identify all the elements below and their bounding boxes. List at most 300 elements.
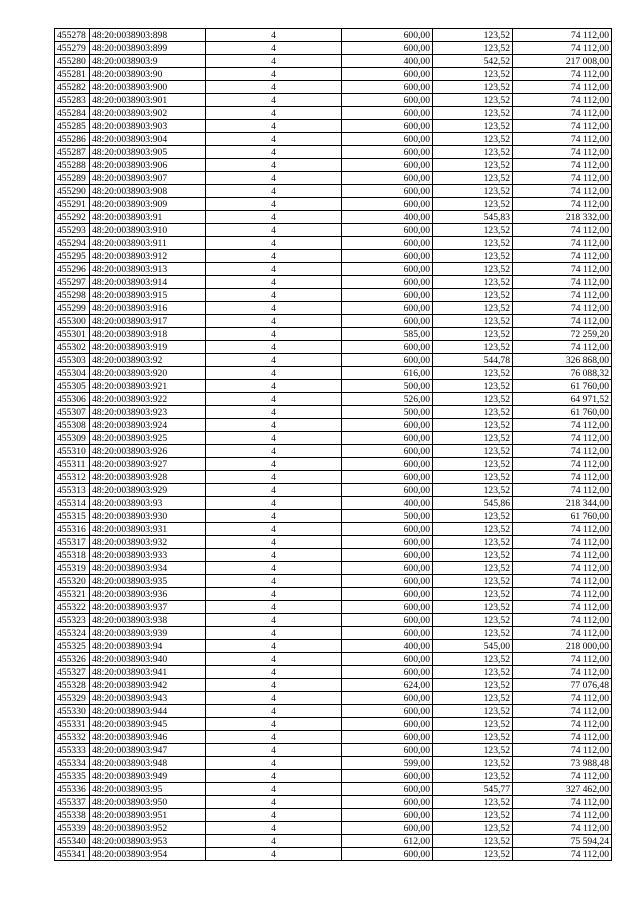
cadastral-number-cell: 48:20:0038903:950 xyxy=(90,796,206,809)
category-cell: 4 xyxy=(206,302,342,315)
area-cell: 600,00 xyxy=(342,523,433,536)
cadastral-value-cell: 74 112,00 xyxy=(513,133,612,146)
category-cell: 4 xyxy=(206,146,342,159)
row-number-cell: 455330 xyxy=(55,705,90,718)
row-number-cell: 455338 xyxy=(55,809,90,822)
area-cell: 600,00 xyxy=(342,770,433,783)
cadastral-value-cell: 75 594,24 xyxy=(513,835,612,848)
cadastral-number-cell: 48:20:0038903:899 xyxy=(90,42,206,55)
area-cell: 600,00 xyxy=(342,471,433,484)
cadastral-number-cell: 48:20:0038903:930 xyxy=(90,510,206,523)
area-cell: 585,00 xyxy=(342,328,433,341)
area-cell: 600,00 xyxy=(342,302,433,315)
unit-value-cell: 123,52 xyxy=(433,848,513,861)
category-cell: 4 xyxy=(206,354,342,367)
table-row xyxy=(55,692,612,705)
category-cell: 4 xyxy=(206,133,342,146)
cadastral-number-cell: 48:20:0038903:946 xyxy=(90,731,206,744)
unit-value-cell: 123,52 xyxy=(433,588,513,601)
area-cell: 400,00 xyxy=(342,55,433,68)
table-row xyxy=(55,328,612,341)
table-row xyxy=(55,237,612,250)
category-cell: 4 xyxy=(206,289,342,302)
area-cell: 600,00 xyxy=(342,289,433,302)
cadastral-number-cell: 48:20:0038903:908 xyxy=(90,185,206,198)
table-row xyxy=(55,354,612,367)
area-cell: 600,00 xyxy=(342,627,433,640)
row-number-cell: 455332 xyxy=(55,731,90,744)
category-cell: 4 xyxy=(206,523,342,536)
document-page xyxy=(54,28,611,861)
area-cell: 600,00 xyxy=(342,575,433,588)
unit-value-cell: 123,52 xyxy=(433,341,513,354)
unit-value-cell: 123,52 xyxy=(433,276,513,289)
cadastral-value-cell: 74 112,00 xyxy=(513,523,612,536)
row-number-cell: 455325 xyxy=(55,640,90,653)
row-number-cell: 455305 xyxy=(55,380,90,393)
unit-value-cell: 123,52 xyxy=(433,757,513,770)
unit-value-cell: 542,52 xyxy=(433,55,513,68)
cadastral-value-cell: 74 112,00 xyxy=(513,341,612,354)
area-cell: 600,00 xyxy=(342,146,433,159)
table-row xyxy=(55,640,612,653)
cadastral-number-cell: 48:20:0038903:945 xyxy=(90,718,206,731)
category-cell: 4 xyxy=(206,770,342,783)
cadastral-value-cell: 74 112,00 xyxy=(513,848,612,861)
unit-value-cell: 123,52 xyxy=(433,809,513,822)
category-cell: 4 xyxy=(206,367,342,380)
area-cell: 600,00 xyxy=(342,159,433,172)
cadastral-number-cell: 48:20:0038903:903 xyxy=(90,120,206,133)
row-number-cell: 455296 xyxy=(55,263,90,276)
cadastral-value-cell: 218 344,00 xyxy=(513,497,612,510)
row-number-cell: 455308 xyxy=(55,419,90,432)
area-cell: 600,00 xyxy=(342,809,433,822)
cadastral-number-cell: 48:20:0038903:914 xyxy=(90,276,206,289)
cadastral-value-cell: 74 112,00 xyxy=(513,42,612,55)
table-row xyxy=(55,224,612,237)
cadastral-number-cell: 48:20:0038903:938 xyxy=(90,614,206,627)
unit-value-cell: 123,52 xyxy=(433,81,513,94)
cadastral-number-cell: 48:20:0038903:925 xyxy=(90,432,206,445)
cadastral-number-cell: 48:20:0038903:92 xyxy=(90,354,206,367)
row-number-cell: 455279 xyxy=(55,42,90,55)
cadastral-number-cell: 48:20:0038903:923 xyxy=(90,406,206,419)
category-cell: 4 xyxy=(206,653,342,666)
cadastral-value-cell: 74 112,00 xyxy=(513,718,612,731)
category-cell: 4 xyxy=(206,341,342,354)
unit-value-cell: 123,52 xyxy=(433,302,513,315)
row-number-cell: 455307 xyxy=(55,406,90,419)
table-row xyxy=(55,848,612,861)
unit-value-cell: 123,52 xyxy=(433,250,513,263)
area-cell: 600,00 xyxy=(342,796,433,809)
row-number-cell: 455288 xyxy=(55,159,90,172)
row-number-cell: 455287 xyxy=(55,146,90,159)
category-cell: 4 xyxy=(206,601,342,614)
cadastral-value-cell: 74 112,00 xyxy=(513,666,612,679)
cadastral-number-cell: 48:20:0038903:941 xyxy=(90,666,206,679)
cadastral-number-cell: 48:20:0038903:931 xyxy=(90,523,206,536)
unit-value-cell: 123,52 xyxy=(433,575,513,588)
cadastral-number-cell: 48:20:0038903:929 xyxy=(90,484,206,497)
table-row xyxy=(55,471,612,484)
table-row xyxy=(55,458,612,471)
category-cell: 4 xyxy=(206,575,342,588)
unit-value-cell: 123,52 xyxy=(433,107,513,120)
cadastral-value-cell: 74 112,00 xyxy=(513,809,612,822)
table-row xyxy=(55,263,612,276)
area-cell: 400,00 xyxy=(342,640,433,653)
cadastral-number-cell: 48:20:0038903:928 xyxy=(90,471,206,484)
cadastral-number-cell: 48:20:0038903:909 xyxy=(90,198,206,211)
area-cell: 624,00 xyxy=(342,679,433,692)
row-number-cell: 455300 xyxy=(55,315,90,328)
area-cell: 600,00 xyxy=(342,419,433,432)
table-row xyxy=(55,835,612,848)
row-number-cell: 455289 xyxy=(55,172,90,185)
category-cell: 4 xyxy=(206,55,342,68)
unit-value-cell: 123,52 xyxy=(433,445,513,458)
row-number-cell: 455315 xyxy=(55,510,90,523)
table-row xyxy=(55,107,612,120)
cadastral-number-cell: 48:20:0038903:904 xyxy=(90,133,206,146)
cadastral-value-cell: 74 112,00 xyxy=(513,250,612,263)
table-row xyxy=(55,341,612,354)
table-row xyxy=(55,367,612,380)
area-cell: 400,00 xyxy=(342,497,433,510)
unit-value-cell: 123,52 xyxy=(433,523,513,536)
category-cell: 4 xyxy=(206,497,342,510)
cadastral-value-cell: 74 112,00 xyxy=(513,601,612,614)
category-cell: 4 xyxy=(206,458,342,471)
row-number-cell: 455317 xyxy=(55,536,90,549)
row-number-cell: 455321 xyxy=(55,588,90,601)
row-number-cell: 455310 xyxy=(55,445,90,458)
cadastral-number-cell: 48:20:0038903:906 xyxy=(90,159,206,172)
cadastral-value-cell: 74 112,00 xyxy=(513,575,612,588)
row-number-cell: 455319 xyxy=(55,562,90,575)
row-number-cell: 455278 xyxy=(55,29,90,42)
row-number-cell: 455327 xyxy=(55,666,90,679)
table-row xyxy=(55,406,612,419)
cadastral-value-cell: 74 112,00 xyxy=(513,120,612,133)
cadastral-value-cell: 74 112,00 xyxy=(513,536,612,549)
cadastral-value-cell: 74 112,00 xyxy=(513,185,612,198)
area-cell: 600,00 xyxy=(342,263,433,276)
cadastral-value-cell: 218 332,00 xyxy=(513,211,612,224)
cadastral-number-cell: 48:20:0038903:926 xyxy=(90,445,206,458)
table-row xyxy=(55,42,612,55)
unit-value-cell: 123,52 xyxy=(433,731,513,744)
unit-value-cell: 123,52 xyxy=(433,484,513,497)
cadastral-value-cell: 74 112,00 xyxy=(513,159,612,172)
area-cell: 600,00 xyxy=(342,224,433,237)
cadastral-value-cell: 74 112,00 xyxy=(513,549,612,562)
table-row xyxy=(55,679,612,692)
table-row xyxy=(55,380,612,393)
row-number-cell: 455314 xyxy=(55,497,90,510)
category-cell: 4 xyxy=(206,276,342,289)
table-row xyxy=(55,588,612,601)
category-cell: 4 xyxy=(206,263,342,276)
row-number-cell: 455318 xyxy=(55,549,90,562)
cadastral-number-cell: 48:20:0038903:93 xyxy=(90,497,206,510)
row-number-cell: 455295 xyxy=(55,250,90,263)
cadastral-number-cell: 48:20:0038903:933 xyxy=(90,549,206,562)
table-row xyxy=(55,770,612,783)
cadastral-value-cell: 218 000,00 xyxy=(513,640,612,653)
area-cell: 500,00 xyxy=(342,406,433,419)
cadastral-value-cell: 74 112,00 xyxy=(513,198,612,211)
category-cell: 4 xyxy=(206,393,342,406)
row-number-cell: 455334 xyxy=(55,757,90,770)
cadastral-value-cell: 74 112,00 xyxy=(513,94,612,107)
cadastral-number-cell: 48:20:0038903:934 xyxy=(90,562,206,575)
unit-value-cell: 123,52 xyxy=(433,406,513,419)
area-cell: 500,00 xyxy=(342,380,433,393)
cadastral-number-cell: 48:20:0038903:932 xyxy=(90,536,206,549)
table-row xyxy=(55,718,612,731)
category-cell: 4 xyxy=(206,445,342,458)
row-number-cell: 455286 xyxy=(55,133,90,146)
table-row xyxy=(55,497,612,510)
area-cell: 400,00 xyxy=(342,211,433,224)
category-cell: 4 xyxy=(206,744,342,757)
cadastral-value-cell: 72 259,20 xyxy=(513,328,612,341)
unit-value-cell: 123,52 xyxy=(433,627,513,640)
table-row xyxy=(55,614,612,627)
unit-value-cell: 123,52 xyxy=(433,367,513,380)
category-cell: 4 xyxy=(206,94,342,107)
table-row xyxy=(55,419,612,432)
cadastral-value-cell: 74 112,00 xyxy=(513,822,612,835)
table-row xyxy=(55,81,612,94)
cadastral-number-cell: 48:20:0038903:915 xyxy=(90,289,206,302)
category-cell: 4 xyxy=(206,692,342,705)
cadastral-number-cell: 48:20:0038903:954 xyxy=(90,848,206,861)
table-row xyxy=(55,393,612,406)
row-number-cell: 455333 xyxy=(55,744,90,757)
unit-value-cell: 123,52 xyxy=(433,692,513,705)
category-cell: 4 xyxy=(206,81,342,94)
cadastral-number-cell: 48:20:0038903:91 xyxy=(90,211,206,224)
unit-value-cell: 123,52 xyxy=(433,42,513,55)
unit-value-cell: 123,52 xyxy=(433,549,513,562)
table-row xyxy=(55,159,612,172)
table-row xyxy=(55,250,612,263)
category-cell: 4 xyxy=(206,536,342,549)
row-number-cell: 455309 xyxy=(55,432,90,445)
row-number-cell: 455324 xyxy=(55,627,90,640)
cadastral-number-cell: 48:20:0038903:949 xyxy=(90,770,206,783)
category-cell: 4 xyxy=(206,510,342,523)
cadastral-value-cell: 327 462,00 xyxy=(513,783,612,796)
row-number-cell: 455298 xyxy=(55,289,90,302)
area-cell: 600,00 xyxy=(342,432,433,445)
table-row xyxy=(55,575,612,588)
category-cell: 4 xyxy=(206,705,342,718)
area-cell: 600,00 xyxy=(342,29,433,42)
category-cell: 4 xyxy=(206,796,342,809)
cadastral-number-cell: 48:20:0038903:95 xyxy=(90,783,206,796)
row-number-cell: 455328 xyxy=(55,679,90,692)
row-number-cell: 455335 xyxy=(55,770,90,783)
cadastral-number-cell: 48:20:0038903:910 xyxy=(90,224,206,237)
row-number-cell: 455294 xyxy=(55,237,90,250)
unit-value-cell: 123,52 xyxy=(433,666,513,679)
category-cell: 4 xyxy=(206,432,342,445)
row-number-cell: 455292 xyxy=(55,211,90,224)
area-cell: 600,00 xyxy=(342,341,433,354)
row-number-cell: 455282 xyxy=(55,81,90,94)
category-cell: 4 xyxy=(206,549,342,562)
category-cell: 4 xyxy=(206,848,342,861)
unit-value-cell: 123,52 xyxy=(433,172,513,185)
cadastral-number-cell: 48:20:0038903:935 xyxy=(90,575,206,588)
category-cell: 4 xyxy=(206,29,342,42)
row-number-cell: 455322 xyxy=(55,601,90,614)
unit-value-cell: 123,52 xyxy=(433,432,513,445)
unit-value-cell: 545,86 xyxy=(433,497,513,510)
row-number-cell: 455284 xyxy=(55,107,90,120)
table-row xyxy=(55,68,612,81)
category-cell: 4 xyxy=(206,419,342,432)
row-number-cell: 455312 xyxy=(55,471,90,484)
row-number-cell: 455293 xyxy=(55,224,90,237)
table-row xyxy=(55,55,612,68)
category-cell: 4 xyxy=(206,237,342,250)
table-row xyxy=(55,731,612,744)
area-cell: 600,00 xyxy=(342,705,433,718)
row-number-cell: 455299 xyxy=(55,302,90,315)
cadastral-value-cell: 74 112,00 xyxy=(513,146,612,159)
unit-value-cell: 123,52 xyxy=(433,653,513,666)
row-number-cell: 455291 xyxy=(55,198,90,211)
unit-value-cell: 123,52 xyxy=(433,458,513,471)
unit-value-cell: 123,52 xyxy=(433,744,513,757)
table-body xyxy=(55,29,612,861)
cadastral-value-cell: 74 112,00 xyxy=(513,237,612,250)
row-number-cell: 455340 xyxy=(55,835,90,848)
category-cell: 4 xyxy=(206,562,342,575)
row-number-cell: 455337 xyxy=(55,796,90,809)
cadastral-number-cell: 48:20:0038903:9 xyxy=(90,55,206,68)
unit-value-cell: 123,52 xyxy=(433,120,513,133)
category-cell: 4 xyxy=(206,159,342,172)
row-number-cell: 455281 xyxy=(55,68,90,81)
area-cell: 600,00 xyxy=(342,276,433,289)
area-cell: 600,00 xyxy=(342,133,433,146)
cadastral-number-cell: 48:20:0038903:953 xyxy=(90,835,206,848)
table-row xyxy=(55,198,612,211)
table-row xyxy=(55,822,612,835)
cadastral-number-cell: 48:20:0038903:94 xyxy=(90,640,206,653)
row-number-cell: 455303 xyxy=(55,354,90,367)
category-cell: 4 xyxy=(206,718,342,731)
unit-value-cell: 545,77 xyxy=(433,783,513,796)
unit-value-cell: 123,52 xyxy=(433,835,513,848)
table-row xyxy=(55,627,612,640)
category-cell: 4 xyxy=(206,198,342,211)
category-cell: 4 xyxy=(206,315,342,328)
table-row xyxy=(55,523,612,536)
cadastral-value-cell: 74 112,00 xyxy=(513,172,612,185)
unit-value-cell: 123,52 xyxy=(433,796,513,809)
cadastral-number-cell: 48:20:0038903:921 xyxy=(90,380,206,393)
area-cell: 600,00 xyxy=(342,718,433,731)
category-cell: 4 xyxy=(206,107,342,120)
category-cell: 4 xyxy=(206,250,342,263)
unit-value-cell: 544,78 xyxy=(433,354,513,367)
area-cell: 600,00 xyxy=(342,536,433,549)
row-number-cell: 455301 xyxy=(55,328,90,341)
unit-value-cell: 123,52 xyxy=(433,159,513,172)
table-row xyxy=(55,432,612,445)
unit-value-cell: 123,52 xyxy=(433,614,513,627)
area-cell: 600,00 xyxy=(342,120,433,133)
cadastral-number-cell: 48:20:0038903:927 xyxy=(90,458,206,471)
row-number-cell: 455283 xyxy=(55,94,90,107)
unit-value-cell: 123,52 xyxy=(433,536,513,549)
row-number-cell: 455336 xyxy=(55,783,90,796)
category-cell: 4 xyxy=(206,42,342,55)
cadastral-value-cell: 74 112,00 xyxy=(513,432,612,445)
unit-value-cell: 123,52 xyxy=(433,68,513,81)
cadastral-number-cell: 48:20:0038903:90 xyxy=(90,68,206,81)
area-cell: 612,00 xyxy=(342,835,433,848)
cadastral-number-cell: 48:20:0038903:943 xyxy=(90,692,206,705)
cadastral-value-cell: 74 112,00 xyxy=(513,315,612,328)
area-cell: 600,00 xyxy=(342,562,433,575)
cadastral-number-cell: 48:20:0038903:951 xyxy=(90,809,206,822)
cadastral-number-cell: 48:20:0038903:918 xyxy=(90,328,206,341)
table-row xyxy=(55,549,612,562)
cadastral-number-cell: 48:20:0038903:919 xyxy=(90,341,206,354)
row-number-cell: 455323 xyxy=(55,614,90,627)
unit-value-cell: 123,52 xyxy=(433,822,513,835)
category-cell: 4 xyxy=(206,120,342,133)
area-cell: 600,00 xyxy=(342,666,433,679)
cadastral-value-cell: 76 088,32 xyxy=(513,367,612,380)
cadastral-value-cell: 74 112,00 xyxy=(513,289,612,302)
cadastral-value-cell: 74 112,00 xyxy=(513,770,612,783)
cadastral-value-cell: 74 112,00 xyxy=(513,302,612,315)
cadastral-number-cell: 48:20:0038903:952 xyxy=(90,822,206,835)
category-cell: 4 xyxy=(206,588,342,601)
cadastral-number-cell: 48:20:0038903:911 xyxy=(90,237,206,250)
cadastral-number-cell: 48:20:0038903:898 xyxy=(90,29,206,42)
cadastral-value-cell: 74 112,00 xyxy=(513,731,612,744)
category-cell: 4 xyxy=(206,172,342,185)
area-cell: 600,00 xyxy=(342,588,433,601)
table-row xyxy=(55,289,612,302)
table-row xyxy=(55,133,612,146)
cadastral-number-cell: 48:20:0038903:902 xyxy=(90,107,206,120)
unit-value-cell: 123,52 xyxy=(433,705,513,718)
category-cell: 4 xyxy=(206,380,342,393)
row-number-cell: 455280 xyxy=(55,55,90,68)
category-cell: 4 xyxy=(206,471,342,484)
row-number-cell: 455285 xyxy=(55,120,90,133)
area-cell: 600,00 xyxy=(342,614,433,627)
table-row xyxy=(55,796,612,809)
area-cell: 599,00 xyxy=(342,757,433,770)
area-cell: 600,00 xyxy=(342,172,433,185)
row-number-cell: 455329 xyxy=(55,692,90,705)
cadastral-number-cell: 48:20:0038903:936 xyxy=(90,588,206,601)
cadastral-number-cell: 48:20:0038903:924 xyxy=(90,419,206,432)
